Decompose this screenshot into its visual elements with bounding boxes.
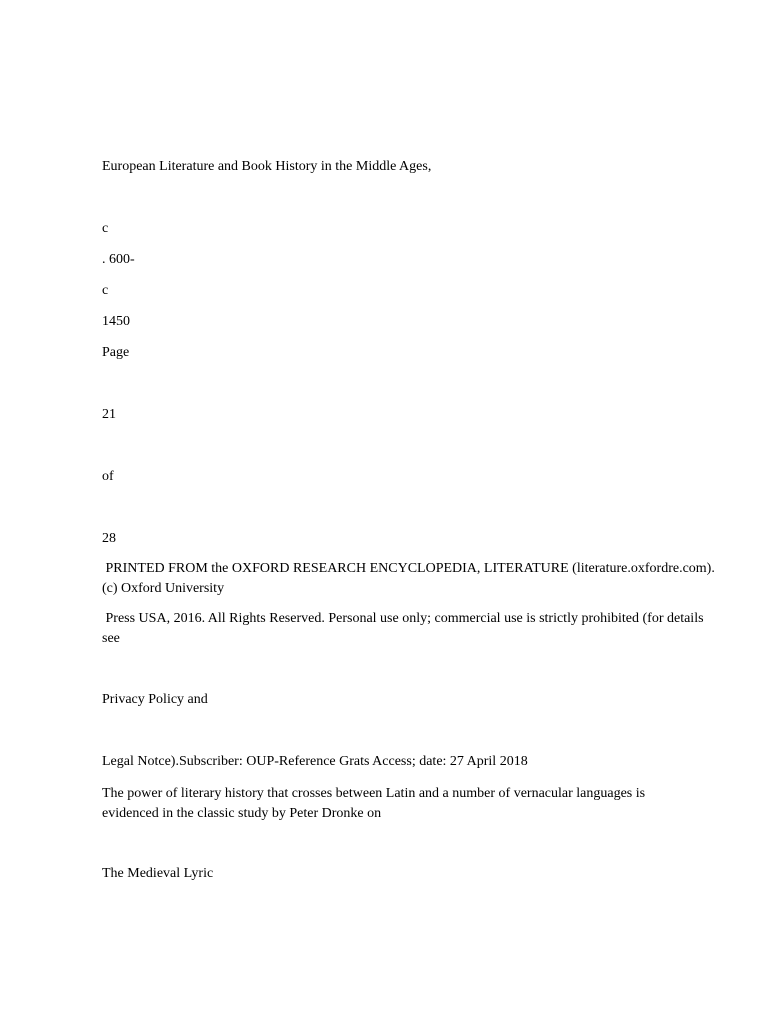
page-number: 21 [102, 407, 116, 422]
year-end: 1450 [102, 314, 130, 329]
circa-abbreviation-2: c [102, 283, 109, 298]
body-paragraph: The power of literary history that crosses between Latin and a number of vernacular languages is evidenced in the classic study by Peter Dronke on [102, 786, 649, 821]
circa-abbreviation: c [102, 221, 109, 236]
year-start: . 600- [102, 252, 135, 267]
privacy-policy-text: Privacy Policy and [102, 692, 208, 707]
press-rights-notice: Press USA, 2016. All Rights Reserved. Personal use only; commercial use is strictly prohibited (for details see [102, 611, 708, 646]
printed-from-notice: PRINTED FROM the OXFORD RESEARCH ENCYCLOPEDIA, LITERATURE (literature.oxfordre.com). (c) Oxford University [102, 561, 719, 596]
of-label: of [102, 469, 114, 484]
page-total: 28 [102, 531, 116, 546]
header-title: European Literature and Book History in the Middle Ages, [102, 159, 432, 174]
page-label: Page [102, 345, 130, 360]
legal-notice-subscriber: Legal Notce).Subscriber: OUP-Reference Grats Access; date: 27 April 2018 [102, 754, 528, 769]
book-title: The Medieval Lyric [102, 866, 214, 881]
